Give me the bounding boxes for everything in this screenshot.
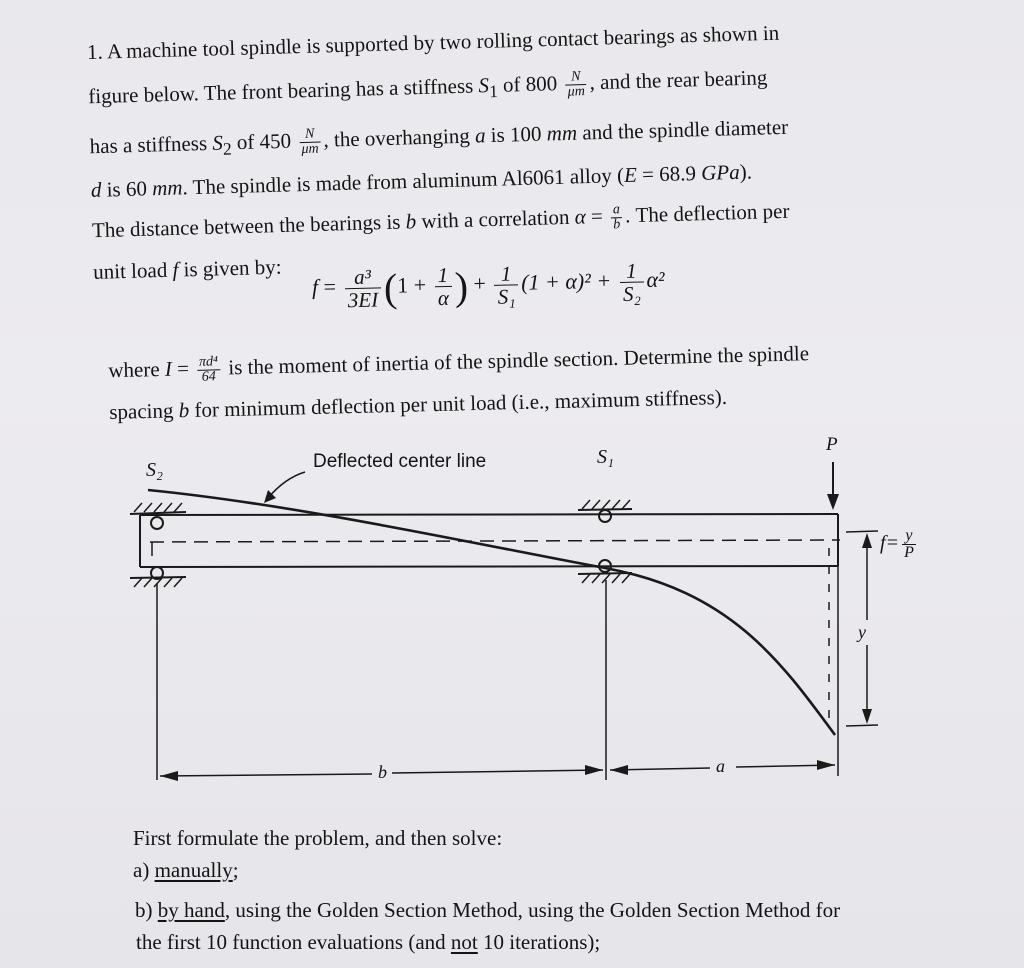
task-b-continued: the first 10 function evaluations (and not 10 iterations); <box>136 930 601 954</box>
front-bearing-bottom-ground <box>578 573 632 574</box>
label-s2: S₂ <box>146 459 163 481</box>
rear-bearing-top-ground <box>130 512 186 514</box>
inertia-line-2: spacing b for minimum deflection per unit load (i.e., maximum stiffness). <box>109 384 728 424</box>
deflected-label-pointer <box>268 472 305 498</box>
unit-fraction: $\frac{N}{\mu m}$ <box>565 70 587 100</box>
problem-number: 1. <box>86 39 104 64</box>
spindle-bottom-edge <box>140 566 838 567</box>
dimension-b-right <box>392 770 603 773</box>
unit-fraction: $\frac{N}{\mu m}$ <box>299 128 321 158</box>
task-a: a) manually; <box>133 858 239 882</box>
inertia-fraction: $\frac{\text{πd⁴}}{64}$ <box>197 355 221 385</box>
statement-line-2: figure below. The front bearing has a stiffness $S_1$ of 800 $\frac{N}{\mu m}$ , and the rear bearing <box>87 65 768 109</box>
center-line <box>150 540 840 542</box>
formula-inner-fraction: $\frac{1}{\alpha}$ <box>434 264 452 309</box>
label-f-equals: f= $\frac{y}{P}$ <box>880 527 914 561</box>
rear-bearing-top-hatch <box>134 503 182 512</box>
label-p: P <box>826 434 838 455</box>
statement-line-1: 1. A machine tool spindle is supported by two rolling contact bearings as shown in <box>86 20 780 64</box>
rear-bearing-top-roller <box>151 517 163 529</box>
inertia-line-1: where I = $\frac{\text{πd⁴}}{64}$ is the moment of inertia of the spindle section. Determine the spindle <box>108 341 810 385</box>
rear-bearing-bottom-ground <box>130 577 186 578</box>
alpha-fraction: $\frac{a}{b}$ <box>612 202 621 233</box>
formula-fraction-1: $\frac{\text{a³}}{3EI}$ <box>344 265 381 311</box>
dimension-b-left <box>160 774 372 776</box>
front-bearing-top-roller <box>599 510 611 522</box>
label-b: b <box>378 762 387 782</box>
statement-line-4: d is 60 mm. The spindle is made from aluminum Al6061 alloy (E = 68.9 GPa). <box>90 159 753 202</box>
front-bearing-top-hatch <box>582 500 630 509</box>
label-a: a <box>716 756 725 776</box>
formula-fraction-2: $\frac{1}{\text{S₁}}$ <box>494 262 519 308</box>
label-s1: S₁ <box>597 446 614 468</box>
statement-line-6: unit load f is given by: <box>92 254 282 284</box>
deflection-formula: f = $\frac{\text{a³}}{3EI}$ (1 + $\frac{1}{\alpha}$ ) + $\frac{1}{\text{S₁}}$ (1 + α)² + $\frac{1}{\text{S₂}}$ α² <box>311 258 665 313</box>
task-b: b) by hand, using the Golden Section Method, using the Golden Section Method for <box>135 898 841 922</box>
statement-line-5: The distance between the bearings is b with a correlation α = $\frac{a}{b}$ . The deflection per <box>91 198 790 243</box>
spindle-top-edge <box>140 514 838 515</box>
formula-fraction-3: $\frac{1}{\text{S₂}}$ <box>619 259 644 305</box>
label-y: y <box>858 622 866 642</box>
statement-line-3: has a stiffness $S_2$ of 450 $\frac{N}{\mu m}$ , the overhanging a is 100 mm and the spindle diameter <box>89 114 789 159</box>
task-intro: First formulate the problem, and then solve: <box>133 826 503 850</box>
deflected-center-line <box>148 490 835 735</box>
label-deflected-center-line: Deflected center line <box>313 451 487 472</box>
